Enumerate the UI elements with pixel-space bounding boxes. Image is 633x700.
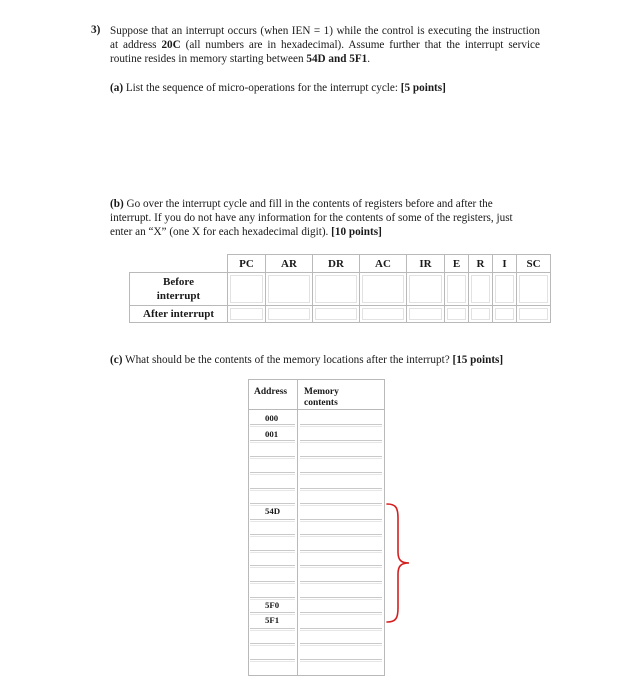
part-a-points: [5 points] xyxy=(400,82,446,94)
part-a xyxy=(110,81,446,95)
memory-address-5f0: 5F0 xyxy=(265,600,280,610)
cell-after-sc[interactable] xyxy=(517,306,551,323)
cell-before-dr[interactable] xyxy=(313,273,360,306)
question-number: 3) xyxy=(91,24,101,36)
part-c xyxy=(110,353,503,367)
part-c-points: [15 points] xyxy=(452,354,504,366)
cell-after-e[interactable] xyxy=(445,306,469,323)
register-header-ac: AC xyxy=(360,255,407,273)
cell-before-sc[interactable] xyxy=(517,273,551,306)
memory-header-address: Address xyxy=(254,387,288,397)
question-text-part2: (all numbers are in hexadecimal). Assume further that the interrupt service routine resides in memory starting between xyxy=(110,39,540,65)
question-text xyxy=(110,24,540,66)
cell-before-i[interactable] xyxy=(493,273,517,306)
cell-before-ac[interactable] xyxy=(360,273,407,306)
cell-after-pc[interactable] xyxy=(228,306,266,323)
part-b-label: (b) xyxy=(110,198,124,210)
register-header-sc: SC xyxy=(517,255,551,273)
part-a-label: (a) xyxy=(110,82,124,94)
part-b xyxy=(110,197,528,239)
memory-table-grid xyxy=(248,379,388,679)
cell-after-ar[interactable] xyxy=(266,306,313,323)
cell-before-r[interactable] xyxy=(469,273,493,306)
register-row-after xyxy=(130,306,551,323)
part-a-text: List the sequence of micro-operations for the interrupt cycle: xyxy=(123,82,401,94)
cell-after-i[interactable] xyxy=(493,306,517,323)
cell-before-ir[interactable] xyxy=(407,273,445,306)
part-c-text: What should be the contents of the memory locations after the interrupt? xyxy=(122,354,453,366)
cell-before-pc[interactable] xyxy=(228,273,266,306)
memory-address-001: 001 xyxy=(265,429,279,439)
question-range: 54D and 5F1 xyxy=(306,53,368,65)
question-address: 20C xyxy=(161,39,181,51)
red-brace xyxy=(384,500,414,626)
cell-before-ar[interactable] xyxy=(266,273,313,306)
register-corner-cell xyxy=(130,255,228,273)
memory-header-contents: Memory contents xyxy=(304,387,339,408)
part-c-label: (c) xyxy=(110,354,123,366)
memory-address-000: 000 xyxy=(265,413,279,423)
register-header-row xyxy=(130,255,551,273)
part-b-text: Go over the interrupt cycle and fill in the contents of registers before and after the interrupt. If you do not have any information for the contents of some of the registers, just enter an “X” (one X for each hexadecimal digit). xyxy=(110,198,513,238)
cell-before-e[interactable] xyxy=(445,273,469,306)
register-header-e: E xyxy=(445,255,469,273)
register-header-dr: DR xyxy=(313,255,360,273)
register-header-i: I xyxy=(493,255,517,273)
part-b-points: [10 points] xyxy=(331,226,382,238)
cell-after-r[interactable] xyxy=(469,306,493,323)
register-header-r: R xyxy=(469,255,493,273)
register-header-ir: IR xyxy=(407,255,445,273)
memory-address-54d: 54D xyxy=(265,506,281,516)
cell-after-ac[interactable] xyxy=(360,306,407,323)
cell-after-dr[interactable] xyxy=(313,306,360,323)
row-label-after: After interrupt xyxy=(130,306,228,323)
register-table xyxy=(129,254,551,323)
register-row-before xyxy=(130,273,551,306)
row-label-before xyxy=(130,273,228,306)
register-header-ar: AR xyxy=(266,255,313,273)
question-text-end: . xyxy=(367,53,371,65)
cell-after-ir[interactable] xyxy=(407,306,445,323)
question-text-part1: Suppose that an interrupt occurs (when IEN = 1) while the control is executing the instruction at address xyxy=(110,25,540,51)
memory-address-5f1: 5F1 xyxy=(265,615,280,625)
register-header-pc: PC xyxy=(228,255,266,273)
row-label-before-text: Before interrupt xyxy=(156,276,201,302)
